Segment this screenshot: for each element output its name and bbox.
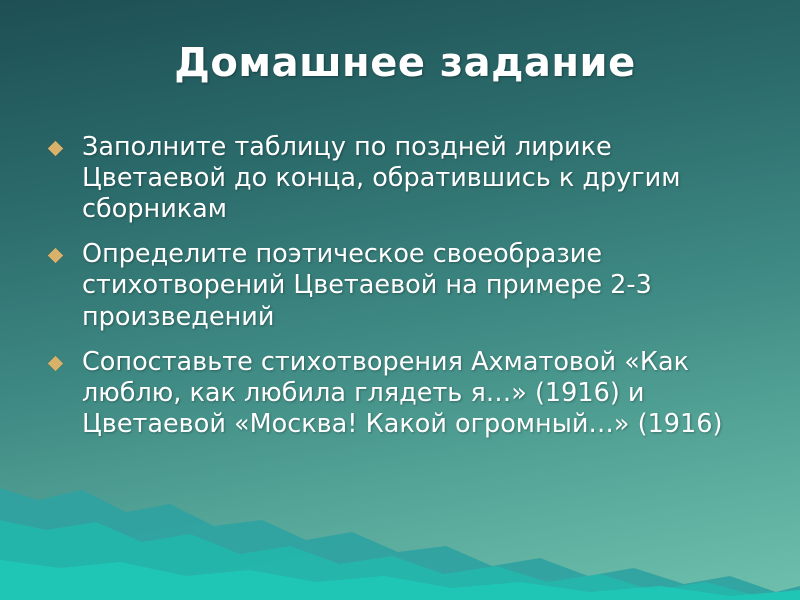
diamond-bullet-icon	[48, 248, 64, 264]
diamond-bullet-icon	[48, 355, 64, 371]
bullet-list	[40, 132, 756, 454]
diamond-bullet-icon	[48, 141, 64, 157]
list-item-text: Определите поэтическое своеобразие стихотворений Цветаевой на примере 2-3 произведений	[82, 239, 652, 332]
list-item	[40, 347, 756, 440]
list-item-text: Сопоставьте стихотворения Ахматовой «Как люблю, как любила глядеть я…» (1916) и Цветаевой «Москва! Какой огромный…» (1916)	[82, 346, 723, 439]
list-item	[40, 132, 756, 225]
list-item	[40, 239, 756, 332]
list-item-text: Заполните таблицу по поздней лирике Цветаевой до конца, обратившись к другим сборникам	[82, 132, 681, 225]
page-title: Домашнее задание	[174, 40, 636, 86]
